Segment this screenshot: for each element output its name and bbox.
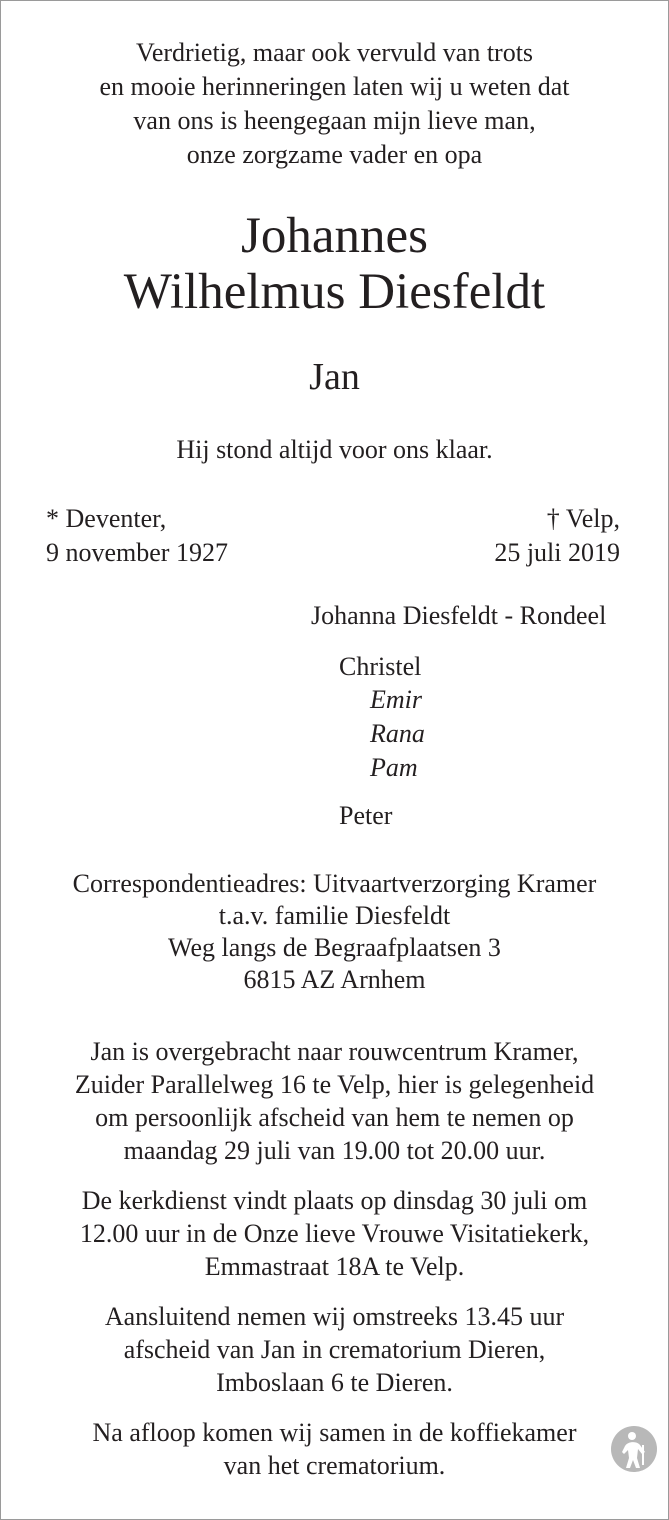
paragraph-line: De kerkdienst vindt plaats op dinsdag 30 juli om	[81, 1186, 588, 1215]
name-line-first: Johannes	[241, 208, 428, 264]
paragraph-line: afscheid van Jan in crematorium Dieren,	[123, 1335, 546, 1364]
intro-text	[0, 36, 669, 172]
correspondence-address	[0, 868, 669, 996]
birth-info	[46, 502, 228, 570]
paragraph-line: Aansluitend nemen wij omstreeks 13.45 uur	[104, 1302, 565, 1331]
paragraph-church-service	[0, 1184, 669, 1283]
family-child: Peter	[339, 801, 393, 830]
birth-place: * Deventer,	[46, 504, 167, 533]
grandchild: Emir	[370, 685, 422, 714]
intro-line: en mooie herinneringen laten wij u weten dat	[99, 72, 570, 101]
nickname: Jan	[309, 356, 360, 398]
grandchild: Pam	[370, 753, 418, 782]
paragraph-cremation	[0, 1300, 669, 1399]
paragraph-line: Imboslaan 6 te Dieren.	[216, 1368, 453, 1397]
family-wife: Johanna Diesfeldt - Rondeel	[311, 601, 607, 630]
intro-line: onze zorgzame vader en opa	[186, 140, 483, 169]
death-date: 25 juli 2019	[494, 538, 620, 567]
address-line: Weg langs de Begraafplaatsen 3	[168, 933, 501, 962]
address-line: t.a.v. familie Diesfeldt	[218, 901, 451, 930]
paragraph-line: Zuider Parallelweg 16 te Velp, hier is gelegenheid	[74, 1070, 595, 1099]
paragraph-line: Emmastraat 18A te Velp.	[204, 1252, 465, 1281]
birth-date: 9 november 1927	[46, 538, 228, 567]
death-place: † Velp,	[546, 504, 620, 533]
address-line: 6815 AZ Arnhem	[243, 965, 426, 994]
paragraph-line: 12.00 uur in de Onze lieve Vrouwe Visitatiekerk,	[79, 1219, 590, 1248]
memorial-figure-icon	[610, 1425, 658, 1473]
paragraph-line: Jan is overgebracht naar rouwcentrum Kramer,	[90, 1037, 579, 1066]
family-grandchildren	[370, 683, 425, 785]
family-child: Christel	[339, 652, 422, 681]
paragraph-line: Na afloop komen wij samen in de koffiekamer	[92, 1418, 577, 1447]
intro-line: van ons is heengegaan mijn lieve man,	[133, 106, 536, 135]
paragraph-line: maandag 29 juli van 19.00 tot 20.00 uur.	[123, 1136, 546, 1165]
intro-line: Verdrietig, maar ook vervuld van trots	[135, 38, 534, 67]
death-info	[494, 502, 620, 570]
paragraph-coffee	[0, 1416, 669, 1482]
grandchild: Rana	[370, 719, 425, 748]
paragraph-line: van het crematorium.	[223, 1451, 446, 1480]
motto: Hij stond altijd voor ons klaar.	[176, 435, 493, 464]
name-line-surname: Wilhelmus Diesfeldt	[123, 264, 546, 320]
address-line: Correspondentieadres: Uitvaartverzorging Kramer	[72, 869, 597, 898]
paragraph-line: om persoonlijk afscheid van hem te nemen op	[95, 1103, 574, 1132]
deceased-name	[0, 208, 669, 320]
paragraph-viewing	[0, 1035, 669, 1167]
